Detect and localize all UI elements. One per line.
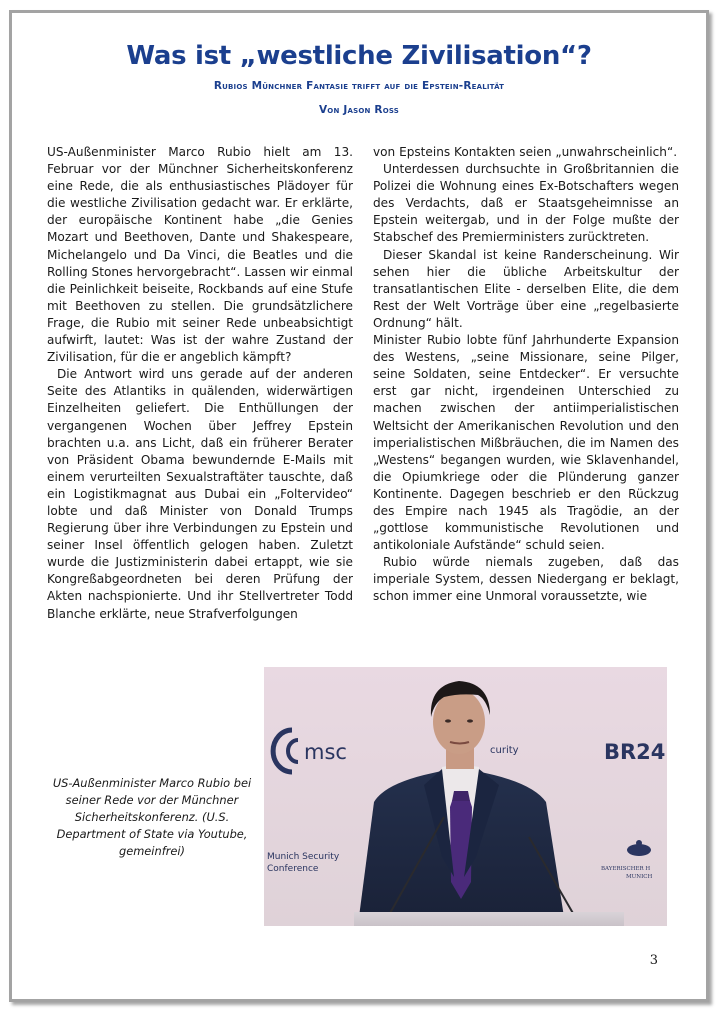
article-subtitle: Rubios Münchner Fantasie trifft auf die Epstein-Realität: [213, 80, 505, 92]
br24-logo: BR24: [604, 740, 666, 764]
speaker-photo: [264, 667, 667, 926]
paragraph: Die Antwort wird uns gerade auf der anderen Seite des Atlantiks in quälenden, widerwärtigen Einzelheiten geliefert. Die Enthüllungen der vergangenen Wochen über Jeffrey Epstein brachten u.a. ans Licht, daß ein früherer Berater von Präsident Obama bewundernde E-Mails mit einem verurteilten Sexualstraftäter tauschte, daß ein Logistikmagnat aus Dubai ein „Foltervideo“ lobte und daß Minister von Donald Trumps Regierung über ihre Verbindungen zu Epstein und seiner Insel öffentlich gelogen haben. Zuletzt wurde die Justizministerin dabei ertappt, wie sie Kongreßabgeordneten bei deren Prüfung der Akten nachspionierte. Und ihr Stellvertreter Todd Blanche erklärte, neue Strafverfolgungen: [47, 367, 353, 621]
text-column-right: [373, 144, 679, 606]
paragraph: Minister Rubio lobte fünf Jahrhunderte Expansion des Westens, „seine Missionare, seine Pilger, seine Soldaten, seine Entdecker“. Er versuchte erst gar nicht, irgendeinen Unterschied zu machen zwischen der antiimperialistischen Weltsicht der Amerikanischen Revolution und den imperialistischen Mißbräuchen, die im Namen des „Westens“ begangen wurden, wie Sklavenhandel, die Opiumkriege oder die Plünderung ganzer Kontinente. Dagegen beschrieb er den Rückzug des Empire nach 1945 als Tragödie, an der „gottlose kommunistische Revolutionen und antikoloniale Aufstände“ schuld seien.: [373, 333, 679, 553]
article-byline: Von Jason Ross: [318, 104, 400, 116]
article-title: Was ist „westliche Zivilisation“?: [126, 41, 592, 71]
msc-logo-text: msc: [304, 740, 347, 764]
page: [9, 10, 709, 1002]
paragraph: von Epsteins Kontakten seien „unwahrscheinlich“.: [373, 145, 678, 159]
page-number: 3: [649, 953, 658, 968]
backdrop-partial-text: curity: [490, 745, 519, 756]
paragraph: US-Außenminister Marco Rubio hielt am 13. Februar vor der Münchner Sicherheitskonferenz eine Rede, die als enthusiastisches Plädoyer für die westliche Zivilisation gedacht war. Er erklärte, der europäische Kontinent habe „die Genies Mozart und Beethoven, Dante und Shakespeare, Michelangelo und Da Vinci, die Beatles und die Rolling Stones hervorgebracht“. Lassen wir einmal die Peinlichkeit beiseite, Rockbands auf eine Stufe mit Beethoven zu stellen. Die grundsätzlichere Frage, die Rubio mit seiner Rede unbeabsichtigt aufwirft, lautet: Was ist der wahre Zustand der Zivilisation, für die er angeblich kämpft?: [47, 145, 353, 365]
hotel-name-line1: BAYERISCHER H: [601, 866, 651, 872]
conference-name-line2: Conference: [267, 864, 319, 874]
paragraph: Dieser Skandal ist keine Randerscheinung. Wir sehen hier die übliche Arbeitskultur der transatlantischen Elite - derselben Elite, die dem Rest der Welt Vorträge über eine „regelbasierte Ordnung“ hält.: [373, 247, 679, 330]
paragraph: Rubio würde niemals zugeben, daß das imperiale System, dessen Niedergang er beklagt, schon immer eine Unmoral voraussetzte, wie: [373, 555, 679, 604]
podium: [354, 912, 624, 926]
paragraph: Unterdessen durchsuchte in Großbritannien die Polizei die Wohnung eines Ex-Botschafters wegen des Verdachts, daß er Staatsgeheimnisse an Epstein weitergab, und in der Folge mußte der Stabschef des Premierministers zurücktreten.: [373, 162, 679, 245]
text-column-left: [47, 144, 353, 623]
conference-name-line1: Munich Security: [267, 852, 340, 862]
figure-caption: US-Außenminister Marco Rubio bei seiner Rede vor der Münchner Sicherheitskonferenz. (U.S. Department of State via Youtube, gemeinfrei): [52, 776, 252, 858]
hotel-name-line2: MUNICH: [626, 874, 653, 880]
